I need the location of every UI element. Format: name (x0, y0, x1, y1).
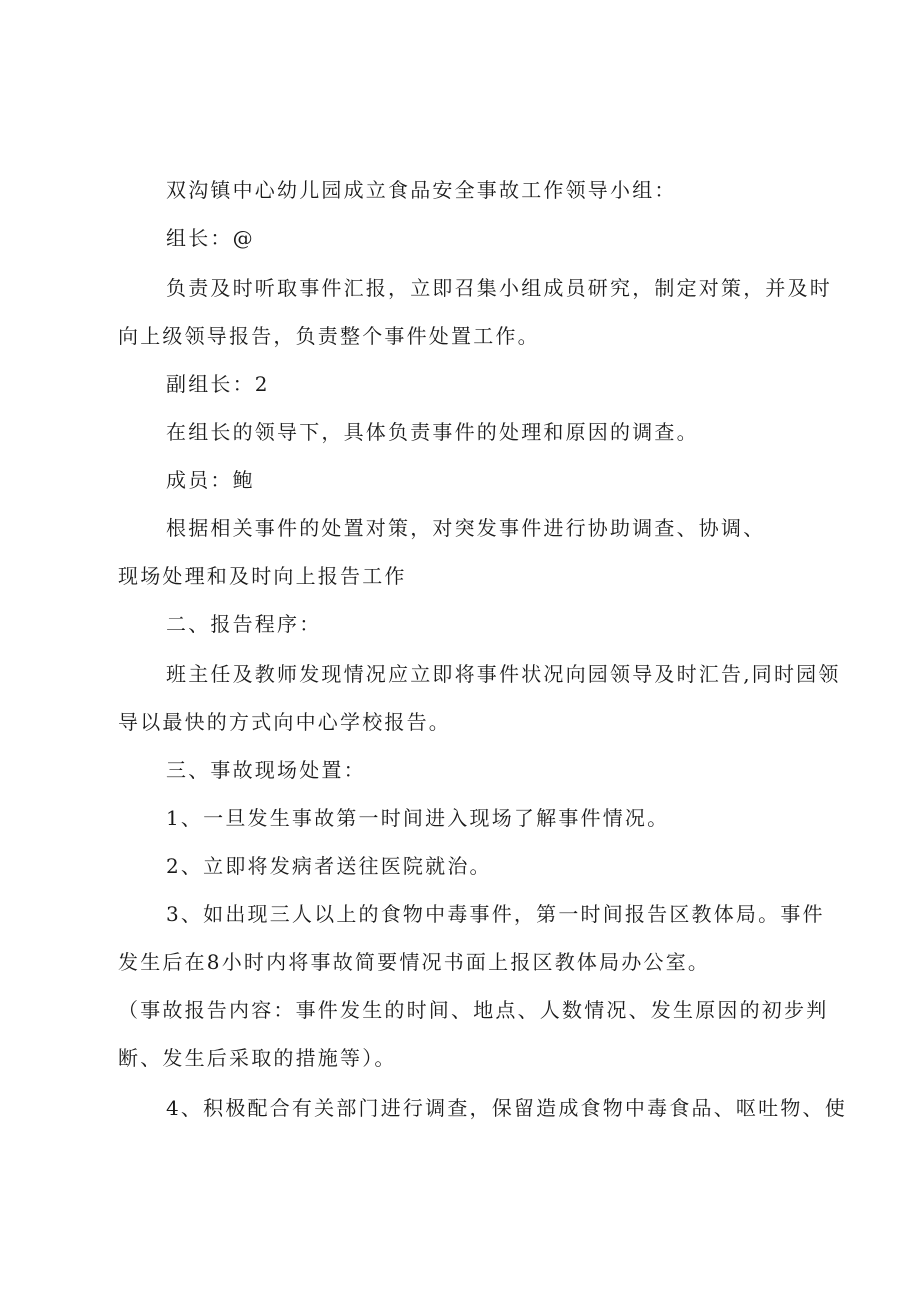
scene-step-1: 1、一旦发生事故第一时间进入现场了解事件情况。 (166, 806, 670, 830)
deputy-leader-line: 副组长：2 (166, 372, 270, 396)
scene-step-2: 2、立即将发病者送往医院就治。 (166, 854, 492, 878)
heading-leadership-group: 双沟镇中心幼儿园成立食品安全事故工作领导小组： (166, 178, 677, 202)
section-scene-handling: 三、事故现场处置： (166, 758, 366, 782)
group-leader-line: 组长：@ (166, 226, 255, 250)
section-report-procedure: 二、报告程序： (166, 612, 322, 636)
report-procedure-line-2: 导以最快的方式向中心学校报告。 (118, 710, 451, 734)
members-line: 成员：鲍 (166, 468, 255, 492)
scene-step-3-line-1: 3、如出现三人以上的食物中毒事件，第一时间报告区教体局。事件 (166, 902, 825, 926)
report-content-line-1: （事故报告内容：事件发生的时间、地点、人数情况、发生原因的初步判 (118, 998, 829, 1022)
report-procedure-line-1: 班主任及教师发现情况应立即将事件状况向园领导及时汇告,同时园领 (166, 662, 841, 686)
members-duty-line-1: 根据相关事件的处置对策，对突发事件进行协助调查、协调、 (166, 516, 766, 540)
leader-duty-line-1: 负责及时听取事件汇报，立即召集小组成员研究，制定对策，并及时 (166, 276, 832, 300)
scene-step-4-line-1: 4、积极配合有关部门进行调查，保留造成食物中毒食品、呕吐物、使 (166, 1096, 847, 1120)
report-content-line-2: 断、发生后采取的措施等）。 (118, 1046, 397, 1070)
scene-step-3-line-2: 发生后在8小时内将事故简要情况书面上报区教体局办公室。 (118, 950, 711, 974)
leader-duty-line-2: 向上级领导报告，负责整个事件处置工作。 (118, 324, 540, 348)
members-duty-line-2: 现场处理和及时向上报告工作 (118, 564, 407, 588)
deputy-duty-line: 在组长的领导下，具体负责事件的处理和原因的调查。 (166, 420, 699, 444)
